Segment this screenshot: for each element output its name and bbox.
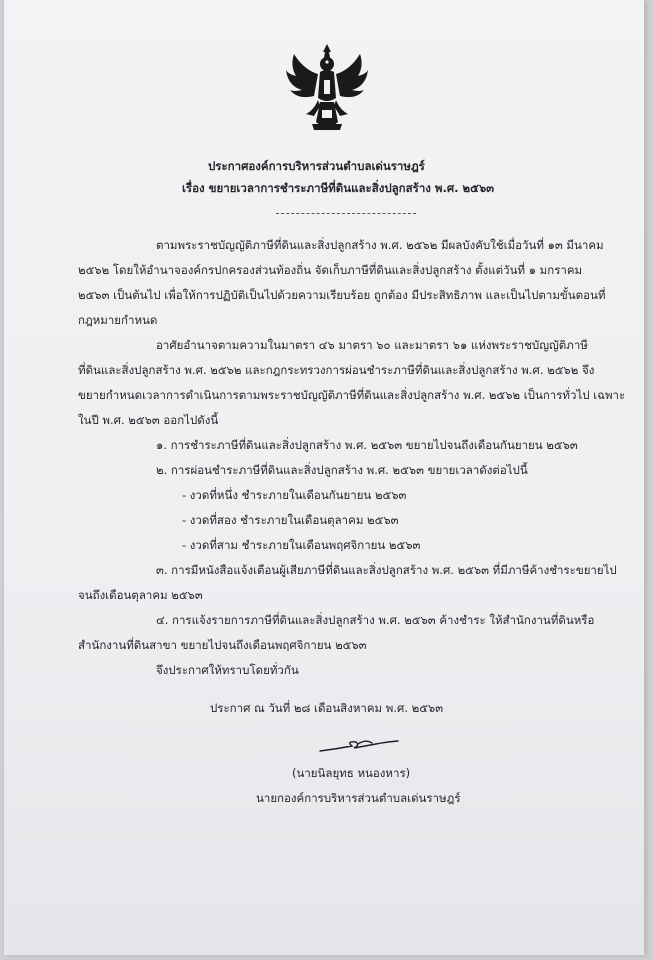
item-3-line-2: จนถึงเดือนตุลาคม ๒๕๖๓ (78, 588, 203, 602)
item-4-line-2: สำนักงานที่ดินสาขา ขยายไปจนถึงเดือนพฤศจิกายน ๒๕๖๓ (78, 638, 367, 652)
installment-3: - งวดที่สาม ชำระภายในเดือนพฤศจิกายน ๒๕๖๓ (182, 538, 421, 552)
paragraph-1-line-4: กฎหมายกำหนด (78, 313, 158, 327)
paragraph-2-line-2: ที่ดินและสิ่งปลูกสร้าง พ.ศ. ๒๕๖๒ และกฎกระทรวงการผ่อนชำระภาษีที่ดินและสิ่งปลูกสร้าง พ.ศ. ๒๕๖๒ จึง (78, 363, 595, 377)
announcement-date: ประกาศ ณ วันที่ ๒๘ เดือนสิงหาคม พ.ศ. ๒๕๖๓ (210, 701, 444, 715)
signatory-name: (นายนิลยุทธ หนองหาร) (292, 766, 411, 780)
paragraph-2-line-1: อาศัยอำนาจตามความในมาตรา ๔๖ มาตรา ๖๐ และมาตรา ๖๑ แห่งพระราชบัญญัติภาษี (156, 338, 588, 352)
signatory-position: นายกองค์การบริหารส่วนตำบลเด่นราษฎร์ (256, 791, 461, 805)
item-1: ๑. การชำระภาษีที่ดินและสิ่งปลูกสร้าง พ.ศ. ๒๕๖๓ ขยายไปจนถึงเดือนกันยายน ๒๕๖๓ (156, 438, 578, 452)
item-4-line-1: ๔. การแจ้งรายการภาษีที่ดินและสิ่งปลูกสร้าง พ.ศ. ๒๕๖๓ ค้างชำระ ให้สำนักงานที่ดินหรือ (156, 613, 595, 627)
divider (276, 213, 416, 214)
paragraph-1-line-1: ตามพระราชบัญญัติภาษีที่ดินและสิ่งปลูกสร้าง พ.ศ. ๒๕๖๒ มีผลบังคับใช้เมื่อวันที่ ๑๓ มีนาคม (156, 238, 604, 252)
signature-icon (316, 735, 404, 757)
announcement-subject: เรื่อง ขยายเวลาการชำระภาษีที่ดินและสิ่งปลูกสร้าง พ.ศ. ๒๕๖๓ (182, 181, 494, 195)
paragraph-1-line-3: ๒๕๖๓ เป็นต้นไป เพื่อให้การปฏิบัติเป็นไปด้วยความเรียบร้อย ถูกต้อง มีประสิทธิภาพ และเป็นไปตามขั้นตอนที่ (78, 288, 606, 302)
paragraph-2-line-4: ในปี พ.ศ. ๒๕๖๓ ออกไปดังนี้ (78, 413, 219, 427)
closing-statement: จึงประกาศให้ทราบโดยทั่วกัน (156, 663, 299, 677)
paragraph-1-line-2: ๒๕๖๒ โดยให้อำนาจองค์กรปกครองส่วนท้องถิ่น จัดเก็บภาษีที่ดินและสิ่งปลูกสร้าง ตั้งแต่วันที่ ๑ มกราคม (78, 263, 583, 277)
item-3-line-1: ๓. การมีหนังสือแจ้งเตือนผู้เสียภาษีที่ดินและสิ่งปลูกสร้าง พ.ศ. ๒๕๖๓ ที่มีภาษีค้างชำระขยายไป (156, 563, 617, 577)
garuda-emblem-icon (284, 40, 370, 136)
document-page (4, 0, 644, 955)
announcement-title: ประกาศองค์การบริหารส่วนตำบลเด่นราษฎร์ (208, 159, 425, 173)
installment-2: - งวดที่สอง ชำระภายในเดือนตุลาคม ๒๕๖๓ (182, 513, 399, 527)
paragraph-2-line-3: ขยายกำหนดเวลาการดำเนินการตามพระราชบัญญัติภาษีที่ดินและสิ่งปลูกสร้าง พ.ศ. ๒๕๖๒ เป็นการทั่วไป เฉพาะ (78, 388, 626, 402)
installment-1: - งวดที่หนึ่ง ชำระภายในเดือนกันยายน ๒๕๖๓ (182, 488, 407, 502)
item-2: ๒. การผ่อนชำระภาษีที่ดินและสิ่งปลูกสร้าง พ.ศ. ๒๕๖๓ ขยายเวลาดังต่อไปนี้ (156, 463, 528, 477)
